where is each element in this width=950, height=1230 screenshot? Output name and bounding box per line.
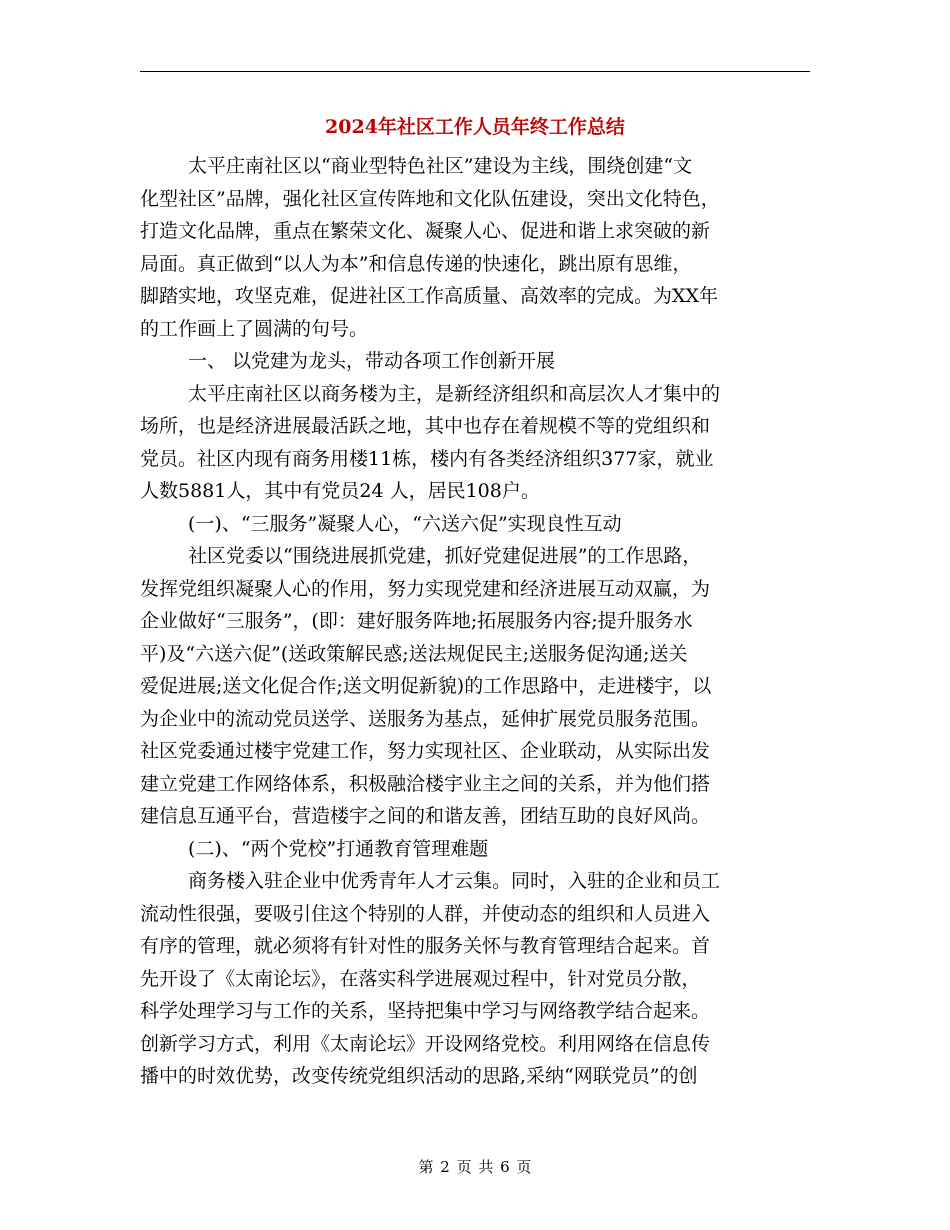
- body-text-line: 太平庄南社区以“商业型特色社区”建设为主线，围绕创建“文: [188, 155, 693, 177]
- body-text-line: 科学处理学习与工作的关系，坚持把集中学习与网络教学结合起来。: [140, 1000, 711, 1022]
- body-text-line: (二)、“两个党校”打通教育管理难题: [188, 837, 489, 860]
- body-text-line: 建信息互通平台，营造楼宇之间的和谐友善，团结互助的良好风尚。: [140, 805, 711, 827]
- body-text-line: 人数5881人，其中有党员24 人，居民108户。: [140, 480, 540, 502]
- body-text-line: 的工作画上了圆满的句号。: [140, 317, 369, 340]
- body-text-line: 脚踏实地，攻坚克难，促进社区工作高质量、高效率的完成。为XX年: [140, 285, 719, 307]
- body-text-line: 企业做好“三服务”，(即：建好服务阵地;拓展服务内容;提升服务水: [140, 610, 693, 632]
- body-text-line: 化型社区”品牌，强化社区宣传阵地和文化队伍建设，突出文化特色，: [140, 187, 720, 210]
- document-title: 2024年社区工作人员年终工作总结: [325, 116, 625, 138]
- body-text-line: 场所，也是经济进展最活跃之地，其中也存在着规模不等的党组织和: [140, 415, 711, 437]
- body-text-line: 局面。真正做到“以人为本”和信息传递的快速化，跳出原有思维，: [140, 252, 692, 275]
- body-text-line: 商务楼入驻企业中优秀青年人才云集。同时，入驻的企业和员工: [188, 870, 721, 892]
- body-text-line: 社区党委通过楼宇党建工作，努力实现社区、企业联动，从实际出发: [140, 740, 711, 762]
- body-text-line: 先开设了《太南论坛》，在落实科学进展观过程中，针对党员分散，: [140, 967, 701, 990]
- body-text-line: 一、 以党建为龙头，带动各项工作创新开展: [188, 350, 556, 372]
- body-text-line: 太平庄南社区以商务楼为主，是新经济组织和高层次人才集中的: [188, 382, 721, 405]
- body-text-line: 创新学习方式，利用《太南论坛》开设网络党校。利用网络在信息传: [140, 1032, 711, 1055]
- body-text-line: 有序的管理，就必须将有针对性的服务关怀与教育管理结合起来。首: [140, 935, 711, 957]
- body-text-line: 建立党建工作网络体系，积极融洽楼宇业主之间的关系，并为他们搭: [140, 772, 711, 795]
- page-number-footer: 第 2 页 共 6 页: [418, 1158, 532, 1176]
- body-text-line: 社区党委以“围绕进展抓党建，抓好党建促进展”的工作思路，: [188, 545, 702, 567]
- body-text-line: 流动性很强，要吸引住这个特别的人群，并使动态的组织和人员进入: [140, 902, 711, 925]
- header-rule: [140, 71, 810, 72]
- document-body: [140, 150, 810, 1093]
- body-text-line: 打造文化品牌，重点在繁荣文化、凝聚人心、促进和谐上求突破的新: [140, 220, 711, 242]
- body-text-line: (一)、“三服务”凝聚人心，“六送六促”实现良性互动: [188, 512, 622, 535]
- body-text-line: 播中的时效优势，改变传统党组织活动的思路,采纳“网联党员”的创: [140, 1065, 698, 1087]
- body-text-line: 爱促进展;送文化促合作;送文明促新貌)的工作思路中，走进楼宇，以: [140, 675, 712, 697]
- body-text-line: 党员。社区内现有商务用楼11栋，楼内有各类经济组织377家，就业: [140, 447, 714, 470]
- body-text-line: 发挥党组织凝聚人心的作用，努力实现党建和经济进展互动双赢，为: [140, 577, 711, 600]
- body-text-line: 为企业中的流动党员送学、送服务为基点，延伸扩展党员服务范围。: [140, 707, 711, 730]
- body-text-line: 平)及“六送六促”(送政策解民惑;送法规促民主;送服务促沟通;送关: [140, 642, 688, 665]
